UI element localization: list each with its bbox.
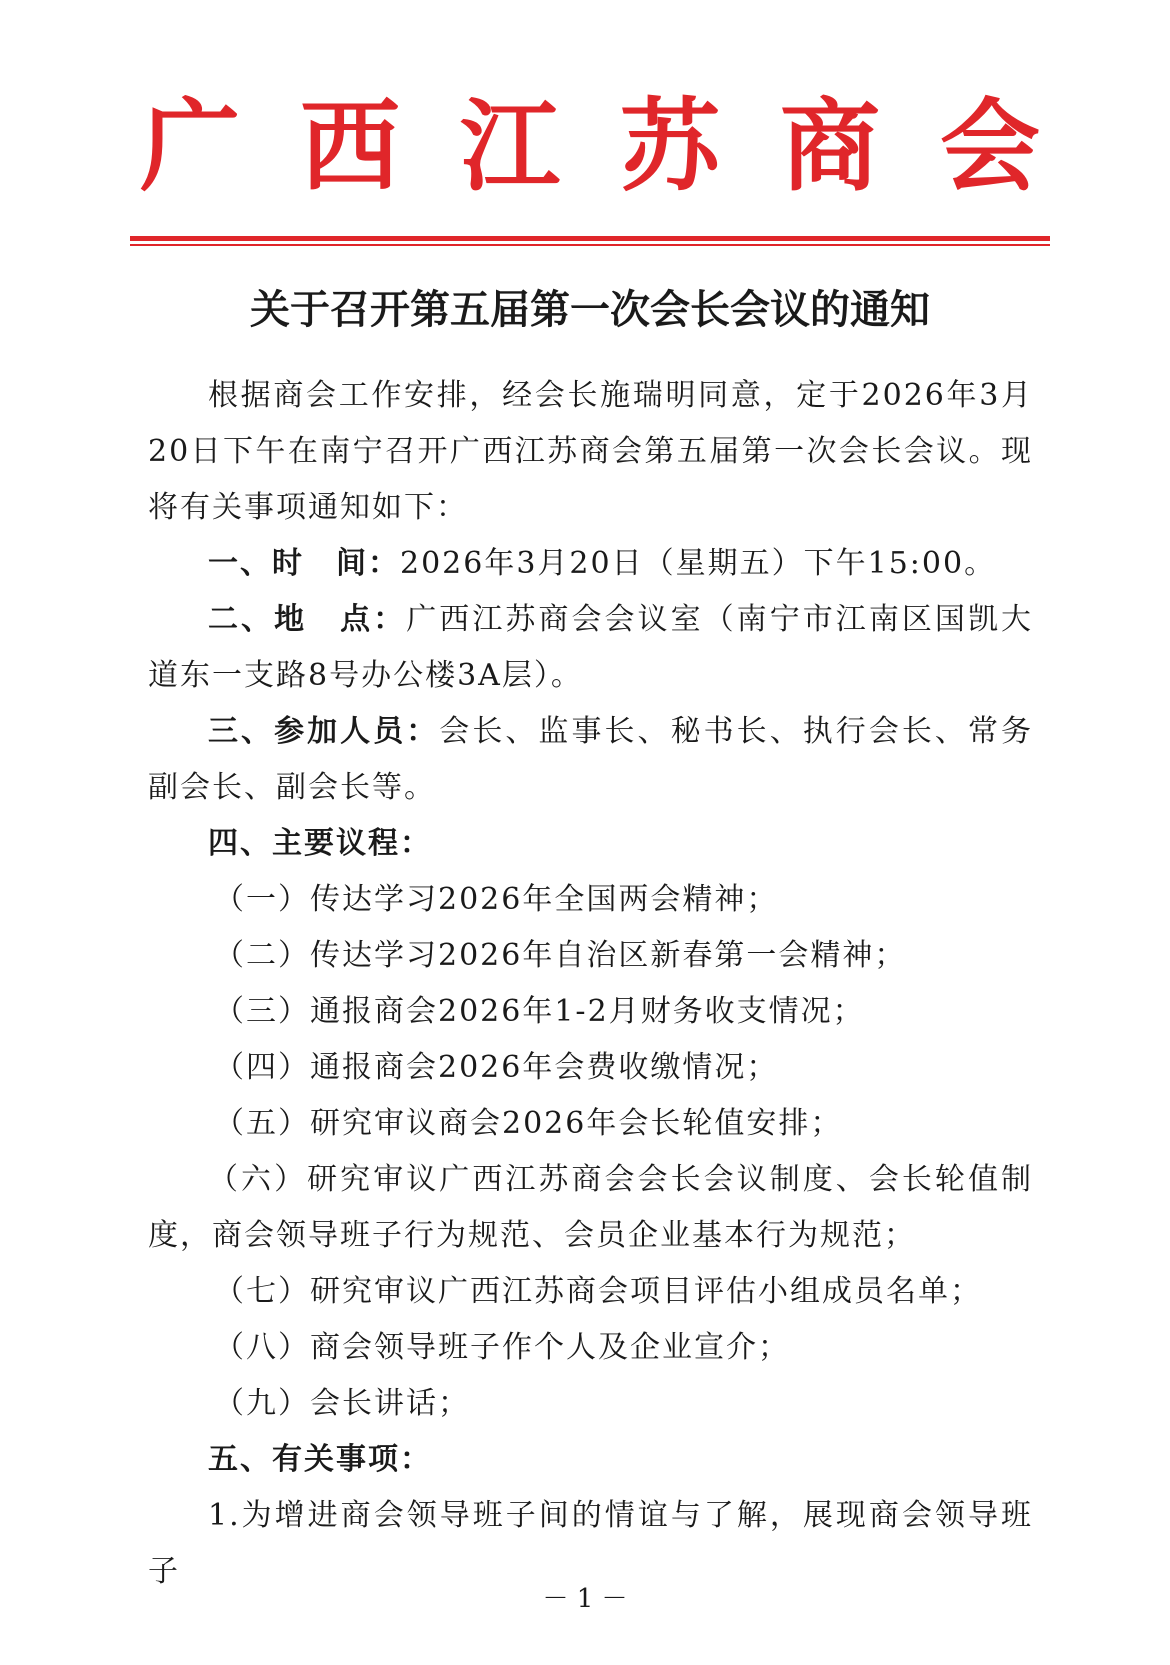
masthead-char: 商: [780, 88, 880, 205]
attendees-label: 三、参加人员：: [208, 714, 440, 749]
masthead-divider-thick: [130, 236, 1050, 241]
time-text: 2026年3月20日（星期五）下午15:00。: [400, 546, 997, 581]
agenda-label: 四、主要议程：: [208, 826, 432, 861]
attendees-section: [148, 704, 1033, 816]
time-label: 一、时 间：: [208, 546, 400, 581]
masthead-char: 广: [140, 88, 240, 205]
place-text: 广西江苏商会会议室（南宁市江南区国凯大道东一支路8号办公楼3A层）。: [148, 602, 1033, 693]
matters-item: 1.为增进商会领导班子间的情谊与了解，展现商会领导班子: [148, 1498, 1033, 1589]
matters-section: [148, 1432, 1033, 1488]
time-section: [148, 536, 1033, 592]
agenda-item: （六）研究审议广西江苏商会会长会议制度、会长轮值制度，商会领导班子行为规范、会员企业基本行为规范；: [148, 1162, 1033, 1253]
agenda-section: [148, 816, 1033, 872]
agenda-item: （三）通报商会2026年1-2月财务收支情况；: [214, 994, 865, 1029]
document-body: [148, 368, 1033, 1600]
agenda-item: （一）传达学习2026年全国两会精神；: [214, 882, 779, 917]
page-number: － 1 －: [542, 1584, 628, 1614]
masthead-char: 西: [300, 88, 400, 205]
place-section: [148, 592, 1033, 704]
agenda-item: （五）研究审议商会2026年会长轮值安排；: [214, 1106, 843, 1141]
masthead-char: 苏: [620, 88, 720, 205]
document-title: 关于召开第五届第一次会长会议的通知: [250, 287, 930, 333]
masthead-divider-thin: [130, 244, 1050, 246]
masthead-char: 江: [460, 88, 560, 205]
agenda-item: （四）通报商会2026年会费收缴情况；: [214, 1050, 779, 1085]
place-label: 二、地 点：: [208, 602, 407, 637]
masthead-char: 会: [940, 88, 1040, 205]
attendees-text: 会长、监事长、秘书长、执行会长、常务副会长、副会长等。: [148, 714, 1034, 805]
agenda-item: （九）会长讲话；: [214, 1386, 470, 1421]
matters-label: 五、有关事项：: [208, 1442, 432, 1477]
agenda-item: （八）商会领导班子作个人及企业宣介；: [214, 1330, 790, 1365]
masthead-organization-name: [140, 88, 1040, 205]
agenda-item: （二）传达学习2026年自治区新春第一会精神；: [214, 938, 907, 973]
intro-paragraph: 根据商会工作安排，经会长施瑞明同意，定于2026年3月20日下午在南宁召开广西江苏商会第五届第一次会长会议。现将有关事项通知如下：: [148, 378, 1033, 525]
agenda-item: （七）研究审议广西江苏商会项目评估小组成员名单；: [214, 1274, 982, 1309]
